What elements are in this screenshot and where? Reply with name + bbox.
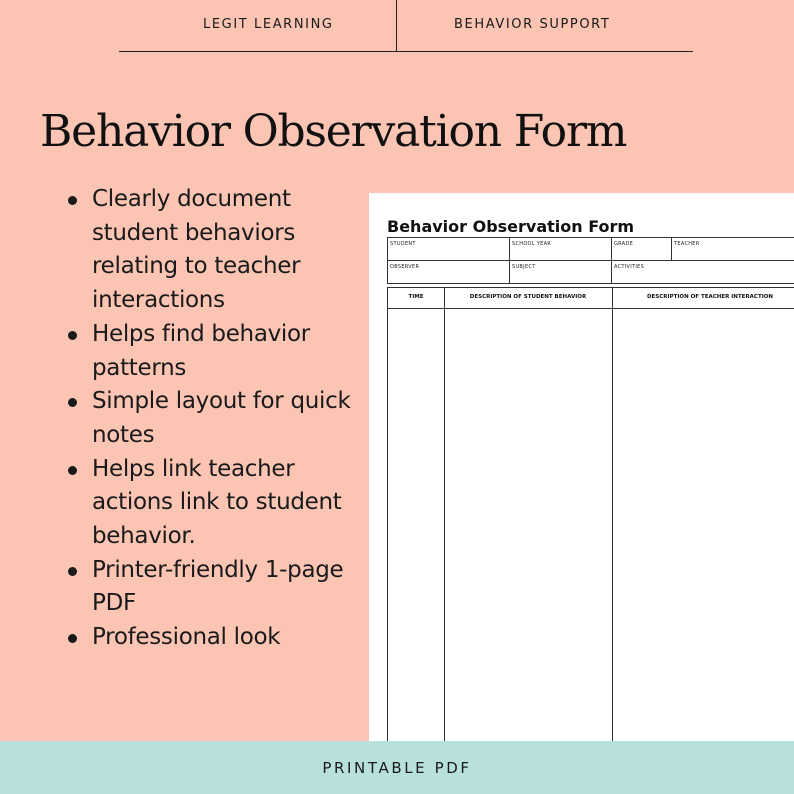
feature-item <box>66 554 351 621</box>
feature-item <box>66 385 351 452</box>
nav-underline <box>119 51 693 52</box>
feature-text: Helps find behavior patterns <box>92 320 310 381</box>
feature-text: Professional look <box>92 624 281 651</box>
feature-text: Printer-friendly 1-page PDF <box>92 556 344 617</box>
field-subject: SUBJECT <box>509 261 611 283</box>
feature-item <box>66 621 351 655</box>
bullet-icon <box>68 196 77 205</box>
nav-divider <box>396 0 397 51</box>
observation-table <box>387 287 794 741</box>
field-observer: OBSERVER <box>390 264 420 270</box>
feature-text: Simple layout for quick notes <box>92 388 351 448</box>
nav-legit-learning[interactable]: LEGIT LEARNING <box>203 17 334 32</box>
info-row <box>388 261 794 284</box>
feature-text: Helps link teacher actions link to student behavior. <box>92 455 342 550</box>
field-teacher: TEACHER <box>671 238 794 260</box>
header-time: TIME <box>408 294 424 300</box>
field-school-year: SCHOOL YEAR <box>509 238 611 260</box>
info-fields <box>387 237 794 284</box>
bullet-icon <box>68 567 77 576</box>
feature-list <box>66 183 351 655</box>
feature-item <box>66 183 351 318</box>
time-column <box>388 288 444 741</box>
preview-title: Behavior Observation Form <box>387 217 635 236</box>
bullet-icon <box>68 466 77 475</box>
form-preview <box>369 193 794 741</box>
nav-behavior-support[interactable]: BEHAVIOR SUPPORT <box>454 17 611 32</box>
info-row <box>388 238 794 261</box>
student-behavior-column <box>444 288 613 741</box>
field-grade: GRADE <box>611 238 671 260</box>
bullet-icon <box>68 398 77 407</box>
header-teacher-interaction: DESCRIPTION OF TEACHER INTERACTION <box>646 294 774 300</box>
field-activities: ACTIVITIES <box>611 261 794 283</box>
feature-item <box>66 453 351 554</box>
footer-banner <box>0 741 794 794</box>
top-nav <box>0 0 794 52</box>
table-header <box>388 288 794 309</box>
teacher-interaction-column <box>612 288 794 741</box>
footer-label: PRINTABLE PDF <box>322 759 472 777</box>
feature-item <box>66 318 351 385</box>
bullet-icon <box>68 331 77 340</box>
feature-text: Clearly document student behaviors relating to teacher interactions <box>92 186 301 314</box>
page-title: Behavior Observation Form <box>40 106 627 157</box>
field-student: STUDENT <box>390 241 416 247</box>
bullet-icon <box>68 634 77 643</box>
header-student-behavior: DESCRIPTION OF STUDENT BEHAVIOR <box>469 294 587 300</box>
